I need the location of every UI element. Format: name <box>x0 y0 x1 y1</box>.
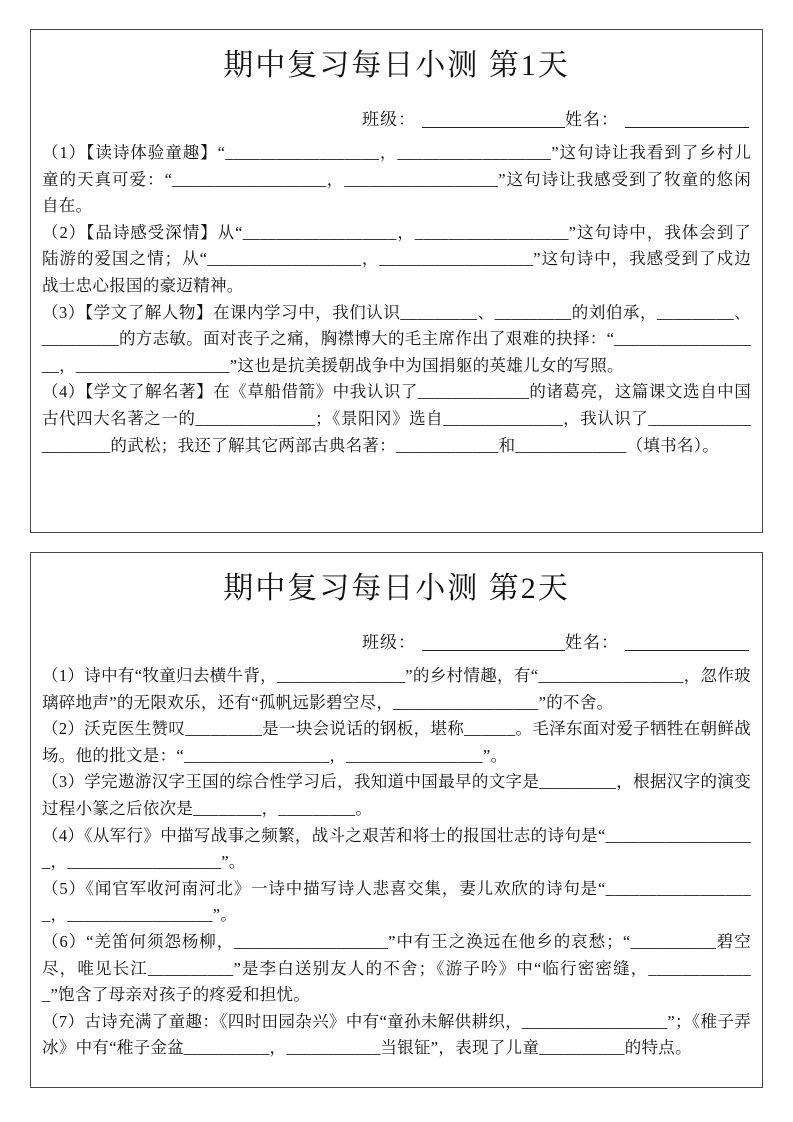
name-blank-line <box>625 632 749 651</box>
page-title: 期中复习每日小测 第1天 <box>223 49 570 82</box>
name-label: 姓名： <box>565 633 619 652</box>
class-label: 班级： <box>362 633 416 652</box>
d1-question-1: （1）【读诗体验童趣】“__________________，__________________”这句诗让我看到了乡村儿童的天真可爱：“__________________，__________________”这句诗让我感受到了牧童的悠闲自在。 <box>42 143 751 216</box>
page-title: 期中复习每日小测 第2天 <box>223 572 570 605</box>
class-name-row <box>42 628 751 653</box>
class-name-row <box>42 105 751 130</box>
d2-question-1: （1）诗中有“牧童归去横牛背，_______________”的乡村情趣，有“_________________，忽作玻璃碎地声”的无限欢乐，还有“孤帆远影碧空尽，_________________”的不舍。 <box>42 666 751 712</box>
d1-question-4: （4）【学文了解名著】在《草船借箭》中我认识了_____________的诸葛亮，这篇课文选自中国古代四大名著之一的______________；《景阳冈》选自______________，我认识了____________________的武松；我还了解其它两部古典名著：____________和_____________（填书名）。 <box>42 382 751 455</box>
class-blank-line <box>422 109 565 128</box>
d2-question-2: （2）沃克医生赞叹_________是一块会说话的钢板，堪称______。毛泽东面对爱子牺牲在朝鲜战场。他的批文是：“_________________，________________”。 <box>42 719 751 765</box>
class-blank-line <box>422 632 565 651</box>
d2-question-6: （6）“羌笛何须怨杨柳，__________________”中有王之涣远在他乡的哀愁；“__________碧空尽，唯见长江__________”是李白送别友人的不舍；《游子吟》中“临行密密缝，_____________”饱含了母亲对孩子的疼爱和担忧。 <box>42 931 751 1005</box>
d1-question-3: （3）【学文了解人物】在课内学习中，我们认识_________、_________的刘伯承，_________、_________的方志敏。面对丧子之痛，胸襟博大的毛主席作出了艰难的抉择：“__________________，__________________”这也是抗美援朝战争中为国捐躯的英雄儿女的写照。 <box>42 302 751 375</box>
d2-question-7: （7）古诗充满了童趣：《四时田园杂兴》中有“童孙未解供耕织，_________________”；《稚子弄冰》中有“稚子金盆__________，___________当银钲”，表现了儿童__________的特点。 <box>42 1011 751 1058</box>
class-label: 班级： <box>362 110 416 129</box>
name-blank-line <box>625 109 749 128</box>
worksheet-day-1 <box>30 29 763 533</box>
d2-question-5: （5）《闻官军收河南河北》一诗中描写诗人悲喜交集，妻儿欢欣的诗句是“__________________，_________________”。 <box>42 878 751 925</box>
worksheet-day-2 <box>30 552 763 1088</box>
d2-question-3: （3）学完遨游汉字王国的综合性学习后，我知道中国最早的文字是_________，根据汉字的演变过程小篆之后依次是________，_________。 <box>42 772 751 818</box>
name-label: 姓名： <box>565 110 619 129</box>
d1-question-2: （2）【品诗感受深情】从“__________________，__________________”这句诗中，我体会到了陆游的爱国之情；从“__________________，__________________”这句诗中，我感受到了戍边战士忠心报国的豪迈精神。 <box>42 222 751 295</box>
d2-question-4: （4）《从军行》中描写战事之频繁，战斗之艰苦和将士的报国壮志的诗句是“__________________，__________________”。 <box>42 825 751 872</box>
